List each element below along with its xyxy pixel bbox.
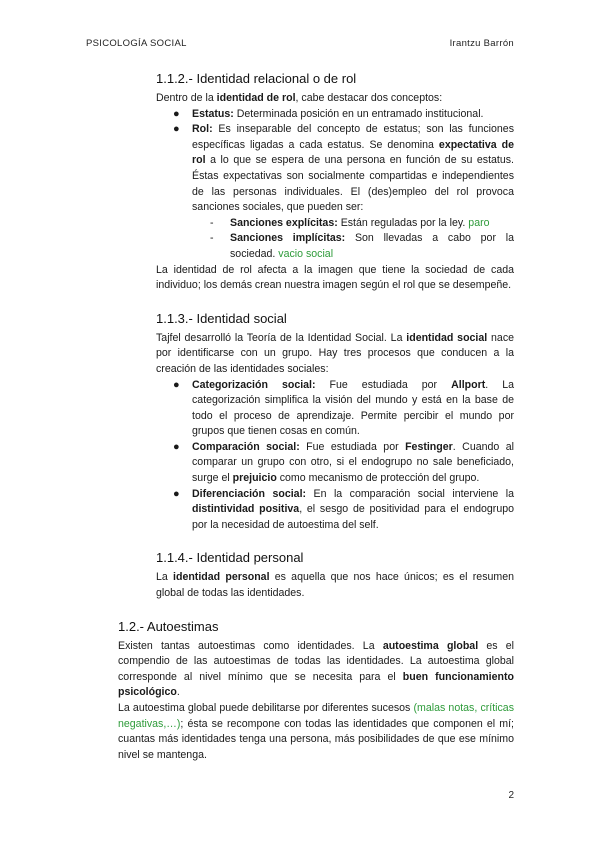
paragraph: La identidad de rol afecta a la imagen que tiene la sociedad de cada individuo; los demás crean nuestra imagen según el rol que se desempeñe.	[156, 263, 514, 292]
document-body	[118, 70, 514, 763]
paragraph: Dentro de la identidad de rol, cabe destacar dos conceptos:	[156, 92, 443, 104]
annotation: (malas notas, críticas negativas,…)	[118, 702, 514, 730]
list-item: ● Diferenciación social: En la comparación social interviene la distintividad positiva, el sesgo de positividad para el endogrupo por la necesidad de autoestima del self.	[173, 487, 514, 531]
page-number: 2	[508, 790, 514, 801]
header-right: Irantzu Barrón	[449, 38, 514, 49]
section-title: 1.1.3.- Identidad social	[156, 310, 287, 326]
dash-list	[192, 216, 514, 263]
list-item: ● Rol: Es inseparable del concepto de estatus; son las funciones específicas ligadas a cada estatus. Se denomina expectativa de rol a lo que se espera de una persona en función de su estatus. Éstas expectativas son socialmente compartidas e independientes de las personas individuales. El (des)empleo del rol provoca sanciones sociales, que pueden ser: - Sanciones explícitas: Están reguladas por la ley. paro - Sanciones implícitas: Son llevadas a cabo por la sociedad. vacio social	[156, 122, 514, 262]
section-1-1-2	[156, 70, 514, 294]
section-title: 1.1.2.- Identidad relacional o de rol	[156, 71, 357, 86]
header-left: PSICOLOGÍA SOCIAL	[86, 38, 187, 49]
paragraph: La autoestima global puede debilitarse por diferentes sucesos (malas notas, críticas negativas,…); ésta se recompone con todas las identidades que componen el mí; cuantas más identidades tenga una persona, más posibilidades de que ese mínimo nivel se mantenga.	[118, 702, 514, 761]
list-item: ● Categorización social: Fue estudiada por Allport. La categorización simplifica la visión del mundo y está en la base de todo el proceso de aprendizaje. Permite percibir el mundo por grupos que tienen cosas en común.	[173, 378, 514, 438]
section-1-1-4	[156, 549, 514, 601]
section-title: 1.2.- Autoestimas	[118, 618, 219, 634]
section-1-1-3	[156, 310, 514, 534]
bullet-icon: ●	[173, 123, 180, 136]
bullet-icon: ●	[173, 107, 180, 120]
annotation: vacio social	[278, 247, 334, 260]
list-item: - Sanciones explícitas: Están reguladas por la ley. paro	[210, 216, 490, 229]
bullet-icon: ●	[173, 440, 180, 453]
section-title: 1.1.4.- Identidad personal	[156, 550, 304, 566]
bullet-list	[156, 378, 514, 534]
section-1-2	[118, 618, 514, 764]
paragraph: Existen tantas autoestimas como identidades. La autoestima global es el compendio de las autoestimas de todas las identidades. La autoestima global corresponde al nivel mínimo que se necesita para el buen funcionamiento psicológico.	[118, 639, 515, 699]
bullet-icon: ●	[173, 378, 180, 391]
list-item: ● Comparación social: Fue estudiada por Festinger. Cuando al comparar un grupo con otro, si el endogrupo no sale beneficiado, surge el prejuicio como mecanismo de protección del grupo.	[173, 440, 514, 485]
list-item: - Sanciones implícitas: Son llevadas a cabo por la sociedad. vacio social	[210, 232, 514, 260]
bullet-list	[156, 107, 514, 263]
paragraph: Tajfel desarrolló la Teoría de la Identidad Social. La identidad social nace por identificarse con un grupo. Hay tres procesos que conducen a la creación de las identidades sociales:	[156, 331, 515, 375]
bullet-icon: ●	[173, 487, 180, 500]
list-item: ● Estatus: Determinada posición en un entramado institucional.	[156, 107, 514, 123]
paragraph: La identidad personal es aquella que nos hace únicos; es el resumen global de todas las identidades.	[156, 571, 514, 600]
annotation: paro	[468, 216, 490, 229]
